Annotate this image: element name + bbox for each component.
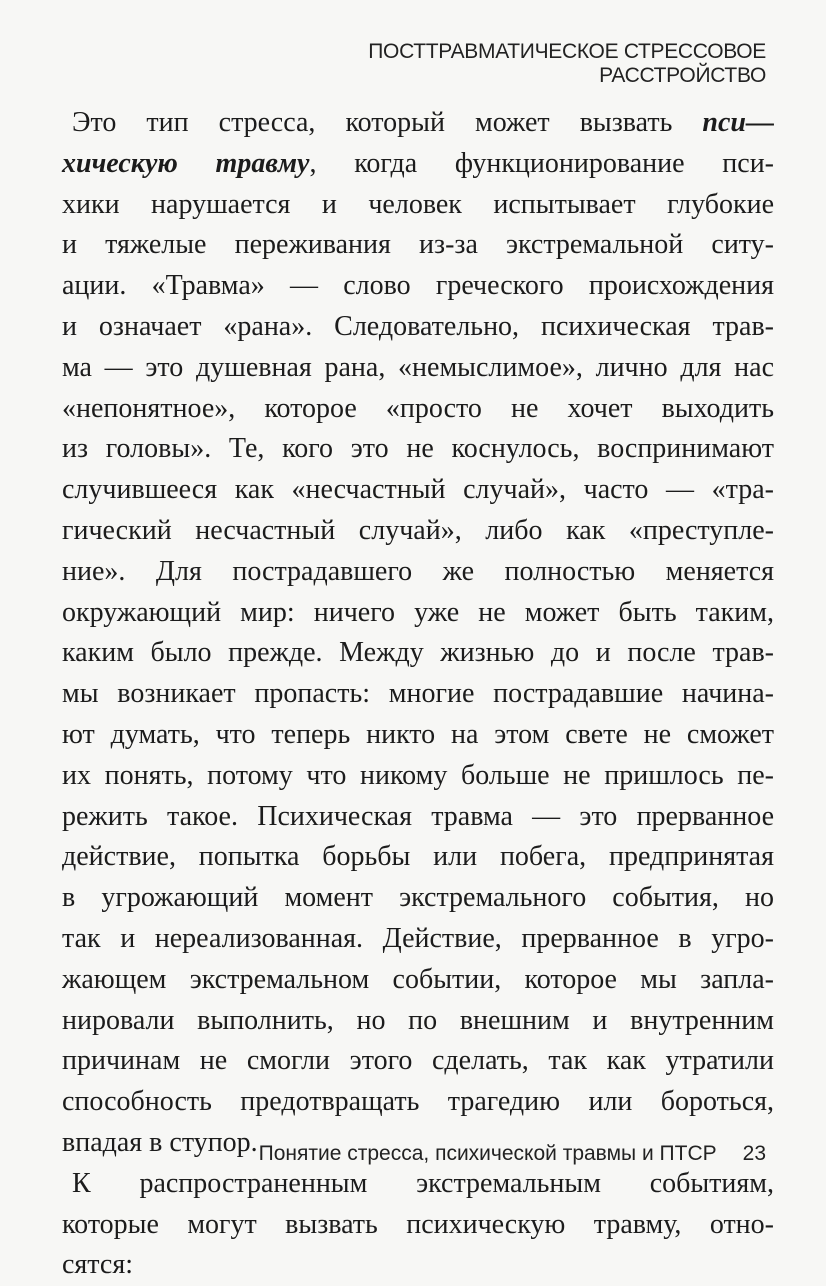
text-line: так и нереализованная. Действие, прерванное в угро- [62, 922, 774, 954]
text-line: хическую травму, когда функционирование пси- [62, 147, 775, 179]
text-line: действие, попытка борьбы или побега, предпринятая [62, 841, 774, 873]
text-line: из головы». Те, кого это не коснулось, воспринимают [62, 433, 774, 465]
text-line: хики нарушается и человек испытывает глубокие [62, 188, 774, 220]
text-line: гический несчастный случай», либо как «преступле- [62, 514, 774, 546]
page-number: 23 [742, 1142, 766, 1165]
text-line: способность предотвращать трагедию или бороться, [62, 1086, 774, 1118]
text-line: и означает «рана». Следовательно, психическая трав- [62, 310, 774, 342]
text-line: мы возникает пропасть: многие пострадавшие начина- [62, 678, 774, 710]
emphasis: пси— [702, 107, 774, 138]
text-line: ют думать, что теперь никто на этом свете не сможет [62, 718, 774, 750]
text-line: ма — это душевная рана, «немыслимое», лично для нас [62, 351, 774, 383]
text-line: сятся: [62, 1249, 133, 1281]
text-line: ации. «Травма» — слово греческого происхождения [62, 270, 774, 302]
text-line: каким было прежде. Между жизнью до и после трав- [62, 637, 774, 669]
text-line: случившееся как «несчастный случай», часто — «тра- [62, 474, 774, 506]
body-text [62, 103, 774, 1286]
text-line: жающем экстремальном событии, которое мы запла- [62, 963, 774, 995]
running-footer [200, 1142, 766, 1166]
paragraph-1 [62, 103, 774, 1164]
text-line: нировали выполнить, но по внешним и внутренним [62, 1004, 774, 1036]
text-line: окружающий мир: ничего уже не может быть таким, [62, 596, 774, 628]
paragraph-2 [62, 1164, 774, 1286]
text-line: режить такое. Психическая травма — это прерванное [62, 800, 774, 832]
text-line: которые могут вызвать психическую травму, отно- [62, 1208, 774, 1240]
text-line: ние». Для пострадавшего же полностью меняется [62, 555, 774, 587]
emphasis: хическую травму [62, 147, 310, 179]
text-line: К распространенным экстремальным событиям, [72, 1167, 774, 1199]
text-line: причинам не смогли этого сделать, так как утратили [62, 1045, 774, 1077]
text-line: их понять, потому что никому больше не пришлось пе- [62, 759, 774, 791]
text-line: в угрожающий момент экстремального события, но [62, 882, 774, 914]
text-line: Это тип стресса, который может вызвать пси— [72, 107, 774, 138]
running-header: ПОСТТРАВМАТИЧЕСКОЕ СТРЕССОВОЕ РАССТРОЙСТВО [368, 40, 766, 87]
chapter-title: Понятие стресса, психической травмы и ПТСР [258, 1142, 717, 1165]
text-line: «непонятное», которое «просто не хочет выходить [62, 392, 774, 424]
text-line: впадая в ступор. [62, 1126, 258, 1158]
text-line: и тяжелые переживания из-за экстремальной ситу- [62, 229, 774, 261]
